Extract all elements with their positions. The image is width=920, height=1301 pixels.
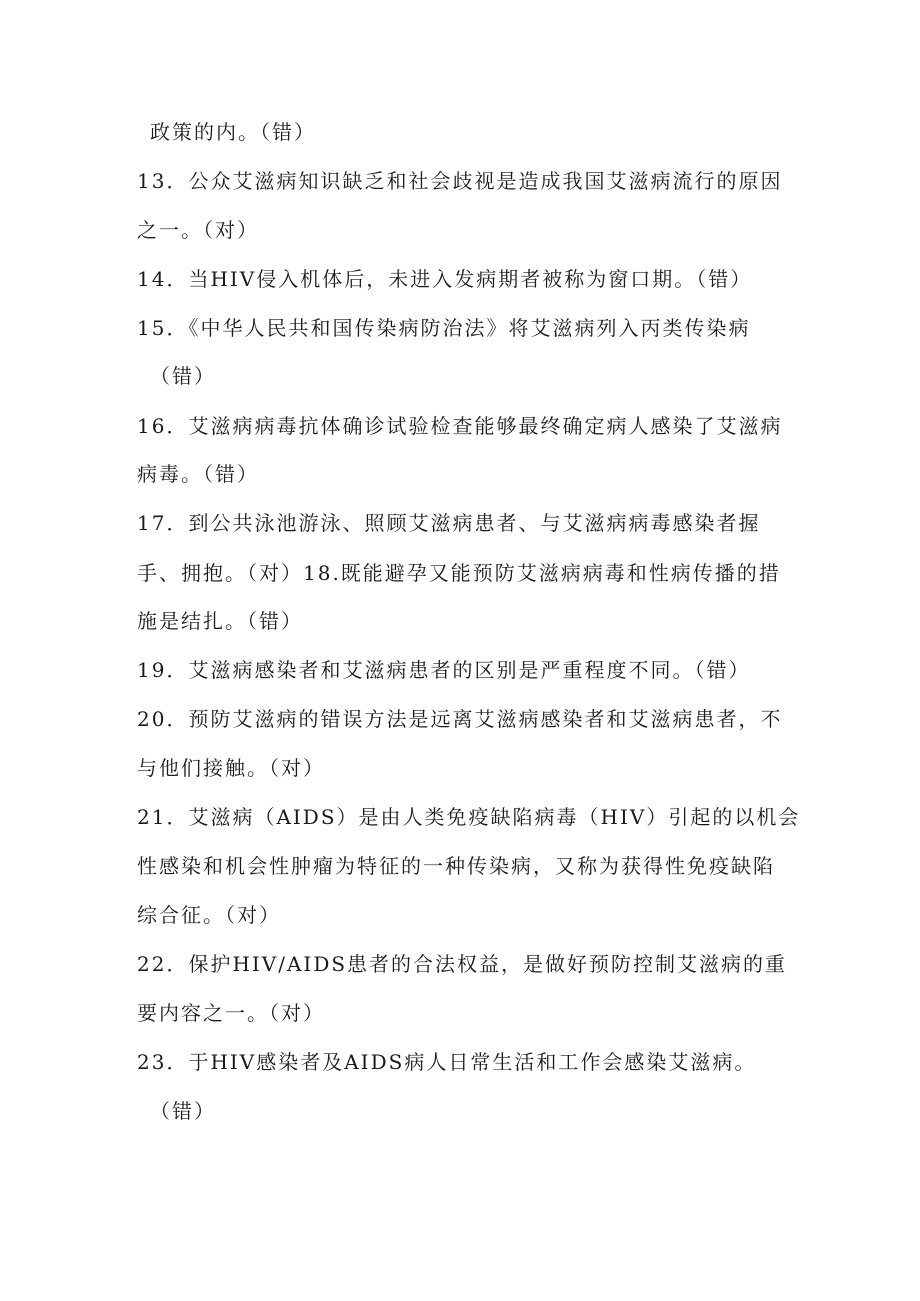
text-line: 13．公众艾滋病知识缺乏和社会歧视是造成我国艾滋病流行的原因 (137, 169, 783, 193)
text-line: 19．艾滋病感染者和艾滋病患者的区别是严重程度不同。（错） (137, 658, 751, 682)
text-line: 17．到公共泳池游泳、照顾艾滋病患者、与艾滋病病毒感染者握 (137, 511, 761, 535)
text-line: 性感染和机会性肿瘤为特征的一种传染病，又称为获得性免疫缺陷 (137, 854, 775, 878)
text-line: 之一。（对） (137, 218, 259, 242)
text-line: （错） (150, 1099, 216, 1123)
text-line: 与他们接触。（对） (137, 756, 325, 780)
text-line: 要内容之一。（对） (137, 1001, 325, 1025)
text-line: 16．艾滋病病毒抗体确诊试验检查能够最终确定病人感染了艾滋病 (137, 414, 783, 438)
text-line: 政策的内。（错） (150, 120, 316, 144)
text-line: 手、拥抱。（对）18.既能避孕又能预防艾滋病病毒和性病传播的措 (137, 561, 781, 585)
text-line: 23．于HIV感染者及AIDS病人日常生活和工作会感染艾滋病。 (137, 1050, 757, 1074)
text-line: 14．当HIV侵入机体后，未进入发病期者被称为窗口期。（错） (137, 267, 753, 291)
text-line: 综合征。（对） (137, 903, 281, 927)
text-line: 22．保护HIV/AIDS患者的合法权益，是做好预防控制艾滋病的重 (137, 952, 788, 976)
text-line: 15．《中华人民共和国传染病防治法》将艾滋病列入丙类传染病 (137, 316, 751, 340)
text-line: （错） (150, 364, 216, 388)
text-line: 施是结扎。（错） (137, 609, 303, 633)
text-line: 20．预防艾滋病的错误方法是远离艾滋病感染者和艾滋病患者，不 (137, 707, 783, 731)
text-line: 病毒。（错） (137, 462, 259, 486)
text-line: 21．艾滋病（AIDS）是由人类免疫缺陷病毒（HIV）引起的以机会 (137, 805, 801, 829)
